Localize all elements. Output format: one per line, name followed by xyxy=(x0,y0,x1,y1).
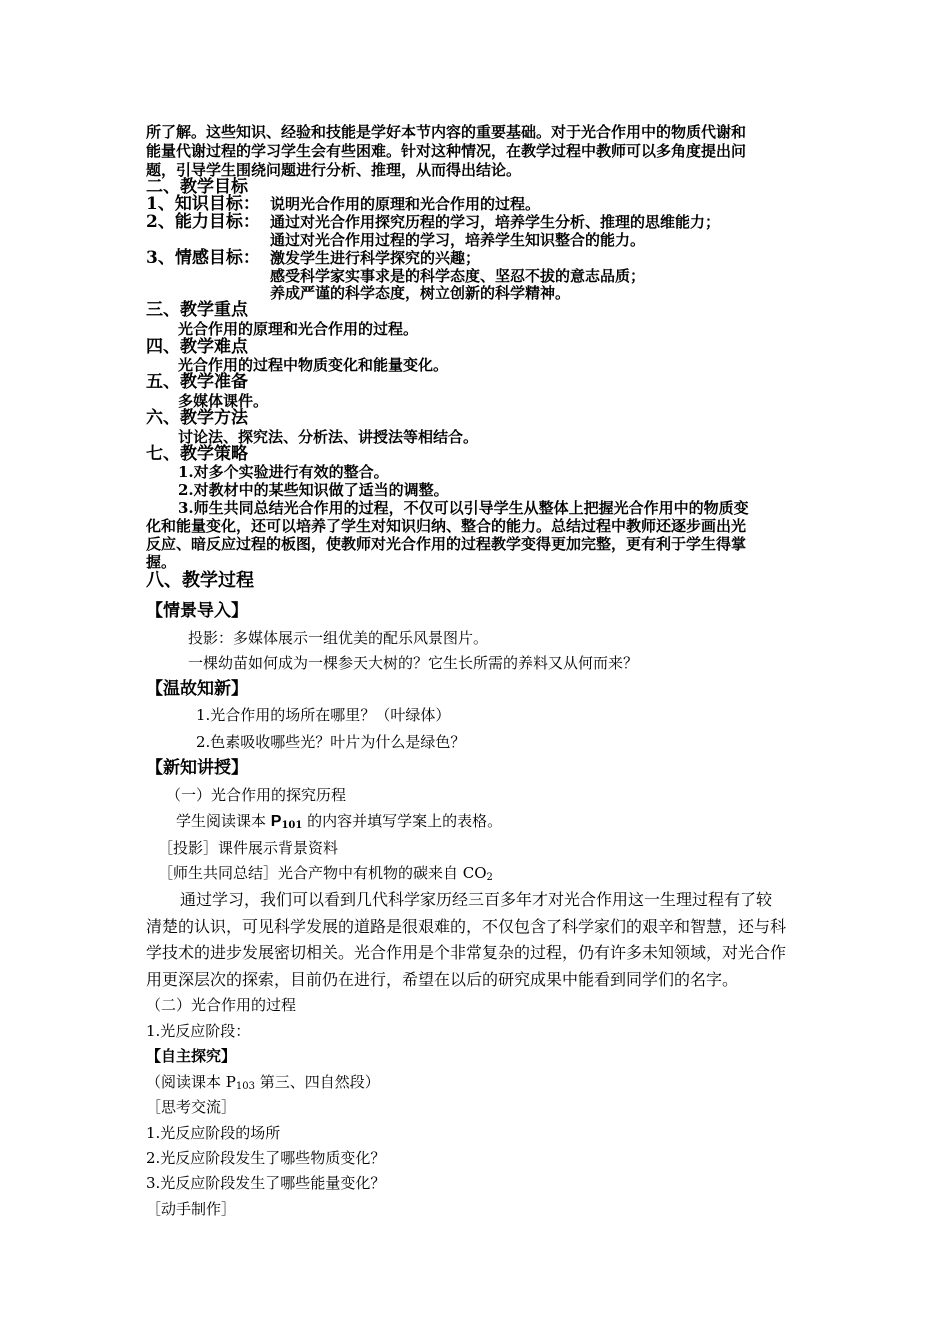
strategy-item-2: 2.对教材中的某些知识做了适当的调整。 xyxy=(178,481,449,499)
strategy-cont-2: 反应、暗反应过程的板图，使教师对光合作用的过程教学变得更加完整，更有利于学生得掌 xyxy=(146,535,747,553)
strategy-item-3: 3.师生共同总结光合作用的过程，不仅可以引导学生从整体上把握光合作用中的物质变 xyxy=(178,499,749,517)
think-exchange-title: ［思考交流］ xyxy=(146,1098,237,1116)
strategy-item-1: 1.对多个实验进行有效的整合。 xyxy=(178,463,389,481)
review-question-2: 2.色素吸收哪些光？叶片为什么是绿色？ xyxy=(196,733,466,751)
scene-projection-text: 投影：多媒体展示一组优美的配乐风景图片。 xyxy=(188,629,489,647)
strategy-cont-3: 握。 xyxy=(146,553,177,571)
page-number: 101 xyxy=(281,820,303,831)
goal-knowledge-text: 说明光合作用的原理和光合作用的过程。 xyxy=(270,195,541,213)
new-knowledge-title: 【新知讲授】 xyxy=(146,758,248,778)
think-question-3: 3.光反应阶段发生了哪些能量变化？ xyxy=(146,1174,386,1192)
intro-line-1: 所了解。这些知识、经验和技能是学好本节内容的重要基础。对于光合作用中的物质代谢和 xyxy=(146,123,747,141)
summary-text: ［师生共同总结］光合产物中有机物的碳来自 CO xyxy=(158,864,487,882)
key-points-text: 光合作用的原理和光合作用的过程。 xyxy=(178,320,419,338)
history-paragraph-line-2: 清楚的认识，可见科学发展的道路是很艰难的，不仅包含了科学家们的艰辛和智慧，还与科 xyxy=(146,917,787,936)
section-heading-methods: 六、教学方法 xyxy=(146,408,248,428)
section-heading-process: 八、教学过程 xyxy=(146,570,254,591)
goal-ability-text-2: 通过对光合作用过程的学习，培养学生知识整合的能力。 xyxy=(270,231,646,249)
difficulties-text: 光合作用的过程中物质变化和能量变化。 xyxy=(178,356,449,374)
page-letter: P xyxy=(270,813,282,830)
read2-page-number: 103 xyxy=(235,1081,255,1092)
methods-text: 讨论法、探究法、分析法、讲授法等相结合。 xyxy=(178,428,479,446)
read-textbook-2-line xyxy=(146,1075,380,1092)
review-title: 【温故知新】 xyxy=(146,679,248,699)
scene-question-text: 一棵幼苗如何成为一棵参天大树的？它生长所需的养料又从何而来？ xyxy=(188,654,639,672)
goal-ability-text-1: 通过对光合作用探究历程的学习，培养学生分析、推理的思维能力； xyxy=(270,213,721,231)
hands-on-title: ［动手制作］ xyxy=(146,1200,237,1218)
light-reaction-stage: 1.光反应阶段： xyxy=(146,1022,251,1040)
strategy-cont-1: 化和能量变化，还可以培养了学生对知识归纳、整合的能力。总结过程中教师还逐步画出光 xyxy=(146,517,747,535)
section-heading-strategy: 七、教学策略 xyxy=(146,444,248,464)
history-paragraph-line-3: 学技术的进步发展密切相关。光合作用是个非常复杂的过程，仍有许多未知领域，对光合作 xyxy=(146,943,787,962)
projection-note: ［投影］课件展示背景资料 xyxy=(158,839,339,857)
co2-subscript: 2 xyxy=(486,872,493,883)
think-question-1: 1.光反应阶段的场所 xyxy=(146,1124,281,1142)
goal-emotion-text-1: 激发学生进行科学探究的兴趣； xyxy=(270,249,481,267)
section-heading-preparation: 五、教学准备 xyxy=(146,372,248,392)
read2-prefix: （阅读课本 P xyxy=(146,1073,236,1091)
goal-emotion-text-2: 感受科学家实事求是的科学态度、坚忍不拔的意志品质； xyxy=(270,267,646,285)
read2-suffix: 第三、四自然段） xyxy=(254,1073,380,1091)
section-heading-key-points: 三、教学重点 xyxy=(146,300,248,320)
read-textbook-line xyxy=(176,814,502,831)
part1-title: （一）光合作用的探究历程 xyxy=(166,786,347,804)
read-textbook-suffix: 的内容并填写学案上的表格。 xyxy=(302,812,503,830)
review-question-1: 1.光合作用的场所在哪里？（叶绿体） xyxy=(196,706,451,724)
goal-knowledge-label: 1、知识目标： xyxy=(146,194,260,214)
intro-line-3: 题，引导学生围绕问题进行分析、推理，从而得出结论。 xyxy=(146,161,522,179)
self-explore-title: 【自主探究】 xyxy=(146,1047,237,1065)
preparation-text: 多媒体课件。 xyxy=(178,392,269,410)
intro-line-2: 能量代谢过程的学习学生会有些困难。针对这种情况，在教学过程中教师可以多角度提出问 xyxy=(146,142,747,160)
section-heading-objectives: 二、教学目标 xyxy=(146,177,248,197)
history-paragraph-line-1: 通过学习，我们可以看到几代科学家历经三百多年才对光合作用这一生理过程有了较 xyxy=(180,890,773,909)
goal-emotion-text-3: 养成严谨的科学态度，树立创新的科学精神。 xyxy=(270,284,571,302)
think-question-2: 2.光反应阶段发生了哪些物质变化？ xyxy=(146,1149,386,1167)
part2-title: （二）光合作用的过程 xyxy=(146,996,297,1014)
scene-intro-title: 【情景导入】 xyxy=(146,601,248,621)
goal-emotion-label: 3、情感目标： xyxy=(146,248,260,268)
section-heading-difficulties: 四、教学难点 xyxy=(146,337,248,357)
read-textbook-prefix: 学生阅读课本 xyxy=(176,812,271,830)
goal-ability-label: 2、能力目标： xyxy=(146,212,260,232)
summary-line xyxy=(158,866,493,883)
history-paragraph-line-4: 用更深层次的探索，目前仍在进行，希望在以后的研究成果中能看到同学们的名字。 xyxy=(146,970,739,989)
